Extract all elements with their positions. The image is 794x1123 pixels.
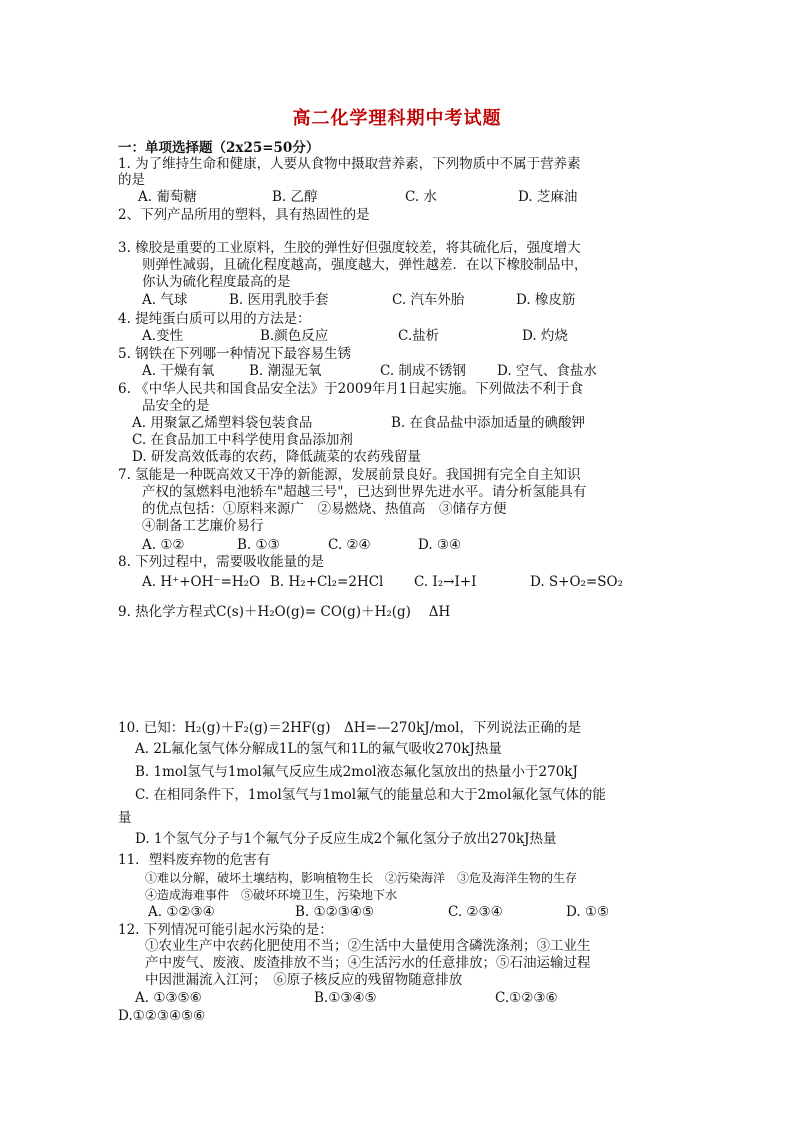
- q3-option-d: D. 橡皮筋: [516, 292, 576, 308]
- question-6-cont: 品安全的是: [142, 398, 210, 414]
- q12-option-b: B.①③④⑤: [314, 990, 377, 1006]
- q10-option-b: B. 1mol氢气与1mol氟气反应生成2mol液态氟化氢放出的热量小于270kJ: [135, 764, 578, 780]
- question-7: 7. 氢能是一种既高效又干净的新能源，发展前景良好。我国拥有完全自主知识: [118, 467, 581, 483]
- q3-option-a: A. 气球: [142, 292, 188, 308]
- question-3-cont2: 你认为硫化程度最高的是: [142, 274, 291, 290]
- q7-option-d: D. ③④: [418, 537, 462, 553]
- question-7-cont3: ④制备工艺廉价易行: [142, 518, 264, 534]
- question-1-cont: 的是: [118, 172, 145, 188]
- question-9: 9. 热化学方程式C(s)＋H₂O(g)= CO(g)＋H₂(g) ΔH: [118, 604, 451, 620]
- q12-option-d: D.①②③④⑤⑥: [118, 1008, 206, 1024]
- q6-option-d: D. 研发高效低毒的农药，降低蔬菜的农药残留量: [132, 449, 421, 465]
- q12-option-c: C.①②③⑥: [495, 990, 558, 1006]
- page-title: 高二化学理科期中考试题: [292, 108, 502, 129]
- q5-option-d: D. 空气、食盐水: [497, 363, 597, 379]
- q10-option-c: C. 在相同条件下，1mol氢气与1mol氟气的能量总和大于2mol氟化氢气体的能: [135, 787, 606, 803]
- q4-option-b: B.颜色反应: [260, 328, 329, 344]
- question-6: 6. 《中华人民共和国食品安全法》于2009年月1日起实施。下列做法不利于食: [118, 381, 584, 397]
- q4-option-a: A.变性: [142, 328, 184, 344]
- q7-option-b: B. ①③: [237, 537, 280, 553]
- question-3-cont: 则弹性减弱，且硫化程度越高，强度越大，弹性越差．在以下橡胶制品中，: [142, 257, 588, 273]
- question-12: 12. 下列情况可能引起水污染的是：: [118, 922, 333, 938]
- q8-option-a: A. H⁺+OH⁻=H₂O: [142, 574, 261, 590]
- question-11: 11．塑料废弃物的危害有: [118, 852, 271, 868]
- q1-option-b: B. 乙醇: [272, 189, 318, 205]
- q4-option-c: C.盐析: [398, 328, 440, 344]
- question-11-cont2: ④造成海难事件 ⑤破坏环境卫生，污染地下水: [145, 888, 398, 902]
- q11-option-b: B. ①②③④⑤: [295, 904, 375, 920]
- q1-option-d: D. 芝麻油: [518, 189, 578, 205]
- q6-option-c: C. 在食品加工中科学使用食品添加剂: [132, 432, 353, 448]
- q3-option-c: C. 汽车外胎: [392, 292, 465, 308]
- question-7-cont2: 的优点包括：①原料来源广 ②易燃烧、热值高 ③储存方便: [142, 501, 507, 517]
- q6-option-b: B. 在食品盐中添加适量的碘酸钾: [391, 415, 586, 431]
- q1-option-c: C. 水: [405, 189, 437, 205]
- section-heading: 一：单项选择题（2x25=50分）: [118, 140, 320, 156]
- question-3: 3. 橡胶是重要的工业原料，生胶的弹性好但强度较差，将其硫化后，强度增大: [118, 240, 581, 256]
- q6-option-a: A. 用聚氯乙烯塑料袋包装食品: [132, 415, 313, 431]
- q5-option-a: A. 干燥有氧: [142, 363, 215, 379]
- q10-option-d: D. 1个氢气分子与1个氟气分子反应生成2个氟化氢分子放出270kJ热量: [135, 831, 557, 847]
- question-5: 5. 钢铁在下列哪一种情况下最容易生锈: [118, 346, 352, 362]
- question-8: 8. 下列过程中，需要吸收能量的是: [118, 554, 325, 570]
- q11-option-a: A. ①②③④: [148, 904, 215, 920]
- q12-option-a: A. ①③⑤⑥: [135, 990, 202, 1006]
- question-4: 4. 提纯蛋白质可以用的方法是：: [118, 311, 311, 327]
- q10-option-a: A. 2L氟化氢气体分解成1L的氢气和1L的氟气吸收270kJ热量: [135, 741, 502, 757]
- q8-option-d: D. S+O₂=SO₂: [530, 574, 624, 590]
- q4-option-d: D. 灼烧: [522, 328, 568, 344]
- question-11-cont: ①难以分解，破坏土壤结构，影响植物生长 ②污染海洋 ③危及海洋生物的生存: [145, 871, 578, 885]
- q1-option-a: A. 葡萄糖: [138, 189, 197, 205]
- q11-option-c: C. ②③④: [448, 904, 503, 920]
- q8-option-b: B. H₂+Cl₂=2HCl: [270, 574, 384, 590]
- q10-option-c-cont: 量: [118, 810, 132, 826]
- question-12-cont3: 中因泄漏流入江河； ⑥原子核反应的残留物随意排放: [145, 972, 463, 988]
- q3-option-b: B. 医用乳胶手套: [229, 292, 329, 308]
- q11-option-d: D. ①⑤: [566, 904, 610, 920]
- question-2: 2、下列产品所用的塑料，具有热固性的是: [118, 207, 370, 223]
- question-7-cont: 产权的氢燃料电池轿车"超越三号"，已达到世界先进水平。请分析氢能具有: [142, 484, 587, 500]
- q7-option-a: A. ①②: [142, 537, 185, 553]
- q5-option-c: C. 制成不锈钢: [380, 363, 466, 379]
- question-12-cont2: 产中废气、废液、废渣排放不当；④生活污水的任意排放；⑤石油运输过程: [145, 955, 591, 971]
- question-10: 10. 已知：H₂(g)＋F₂(g)＝2HF(g) ΔH=—270kJ/mol，下列说法正确的是: [118, 720, 581, 736]
- question-12-cont: ①农业生产中农药化肥使用不当；②生活中大量使用含磷洗涤剂；③工业生: [145, 938, 591, 954]
- q7-option-c: C. ②④: [328, 537, 371, 553]
- q8-option-c: C. I₂→I+I: [414, 574, 477, 590]
- question-1: 1. 为了维持生命和健康，人要从食物中摄取营养素，下列物质中不属于营养素: [118, 156, 581, 172]
- q5-option-b: B. 潮湿无氧: [249, 363, 322, 379]
